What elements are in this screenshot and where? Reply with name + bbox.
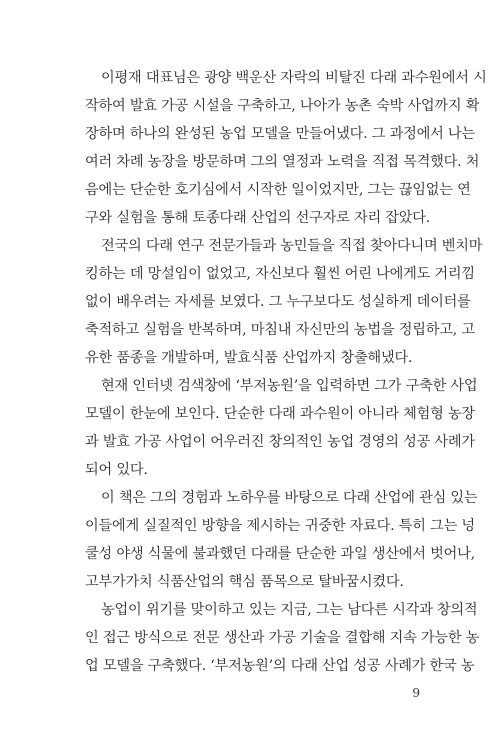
text-line: 농업이 위기를 맞이하고 있는 지금, 그는 남다른 시각과 창의적	[101, 602, 478, 618]
text-line: 전국의 다래 연구 전문가들과 농민들을 직접 찾아다니며 벤치마	[101, 238, 483, 254]
text-line: 장하며 하나의 완성된 농업 모델을 만들어냈다. 그 과정에서 나는	[85, 126, 475, 142]
text-line: 없이 배우려는 자세를 보였다. 그 누구보다도 성실하게 데이터를	[85, 294, 471, 310]
text-line: 축적하고 실험을 반복하며, 마침내 자신만의 농법을 정립하고, 고	[85, 322, 475, 338]
text-line: 모델이 한눈에 보인다. 단순한 다래 과수원이 아니라 체험형 농장	[85, 406, 475, 422]
text-line: 되어 있다.	[85, 462, 148, 478]
page-number: 9	[412, 686, 420, 700]
text-line: 쿨성 야생 식물에 불과했던 다래를 단순한 과일 생산에서 벗어나,	[85, 546, 475, 562]
text-line: 음에는 단순한 호기심에서 시작한 일이었지만, 그는 끊임없는 연	[85, 182, 471, 198]
text-line: 작하여 발효 가공 시설을 구축하고, 나아가 농촌 숙박 사업까지 확	[85, 98, 480, 114]
text-line: 인 접근 방식으로 전문 생산과 가공 기술을 결합해 지속 가능한 농	[85, 630, 480, 646]
text-line: 고부가가치 식품산업의 핵심 품목으로 탈바꿈시켰다.	[85, 574, 404, 590]
text-line: 업 모델을 구축했다. ‘부저농원’의 다래 산업 성공 사례가 한국 농	[85, 658, 475, 674]
text-line: 이 책은 그의 경험과 노하우를 바탕으로 다래 산업에 관심 있는	[101, 490, 478, 506]
text-line: 이들에게 실질적인 방향을 제시하는 귀중한 자료다. 특히 그는 넝	[85, 518, 475, 534]
text-line: 여러 차례 농장을 방문하며 그의 열정과 노력을 직접 목격했다. 처	[85, 154, 480, 170]
body-text	[85, 64, 487, 680]
text-line: 킹하는 데 망설임이 없었고, 자신보다 훨씬 어린 나에게도 거리낌	[85, 266, 475, 282]
text-line: 과 발효 가공 사업이 어우러진 창의적인 농업 경영의 성공 사례가	[85, 434, 475, 450]
text-line: 유한 품종을 개발하며, 발효식품 산업까지 창출해냈다.	[85, 350, 413, 366]
text-line: 현재 인터넷 검색창에 ‘부저농원’을 입력하면 그가 구축한 사업	[101, 378, 478, 394]
text-line: 이평재 대표님은 광양 백운산 자락의 비탈진 다래 과수원에서 시	[101, 70, 487, 86]
text-line: 구와 실험을 통해 토종다래 산업의 선구자로 자리 잡았다.	[85, 210, 431, 226]
